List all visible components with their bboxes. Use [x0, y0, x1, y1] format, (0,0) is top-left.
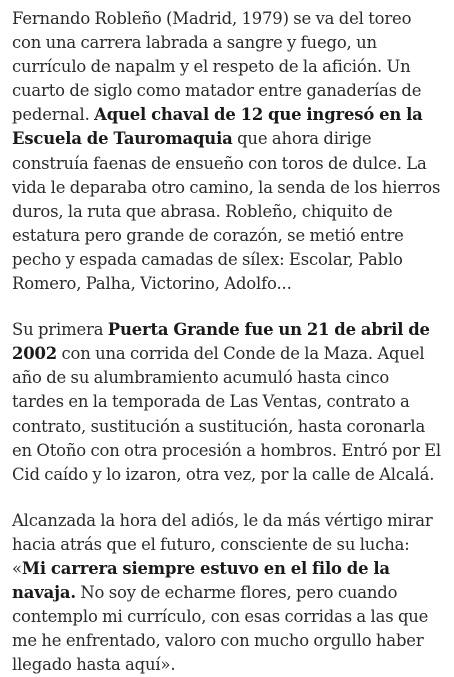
- paragraph-text: Alcanzada la hora del adiós, le da más vértigo mirar hacia atrás que el futuro, consciente de su lucha: «: [12, 510, 433, 578]
- paragraph-text: Fernando Robleño (Madrid, 1979) se va del toreo con una carrera labrada a sangre y fuego, un currículo de napalm y el respeto de la afición. Un cuarto de siglo como matador entre ganaderías de pedernal.: [12, 9, 422, 125]
- paragraph: [12, 318, 442, 487]
- paragraph-text: que ahora dirige construía faenas de ensueño con toros de dulce. La vida le deparaba otro camino, la senda de los hierros duros, la ruta que abrasa. Robleño, chiquito de estatura pero grande de corazón, se metió entre pecho y espada camadas de sílex: Escolar, Pablo Romero, Palha, Victorino, Adolfo...: [12, 129, 441, 294]
- paragraph-text: con una corrida del Conde de la Maza. Aquel año de su alumbramiento acumuló hasta cinco tardes en la temporada de Las Ventas, contrato a contrato, sustitución a sustitución, hasta coronarla en Otoño con otra procesión a hombros. Entró por El Cid caído y lo izaron, otra vez, por la calle de Alcalá.: [12, 344, 442, 484]
- paragraph: [12, 7, 442, 296]
- quote-text: Mi carrera siempre estuvo en el filo de la navaja.: [12, 558, 390, 603]
- paragraph-text: No soy de echarme flores, pero cuando contemplo mi currículo, con esas corridas a las que me he enfrentado, valoro con mucho orgullo haber llegado hasta aquí».: [12, 583, 429, 675]
- highlighted-text: Aquel chaval de 12 que ingresó en la Escuela de Tauromaquia: [12, 105, 423, 149]
- highlighted-text: Puerta Grande fue un 21 de abril de 2002: [12, 320, 430, 364]
- paragraph-text: Su primera: [12, 320, 108, 340]
